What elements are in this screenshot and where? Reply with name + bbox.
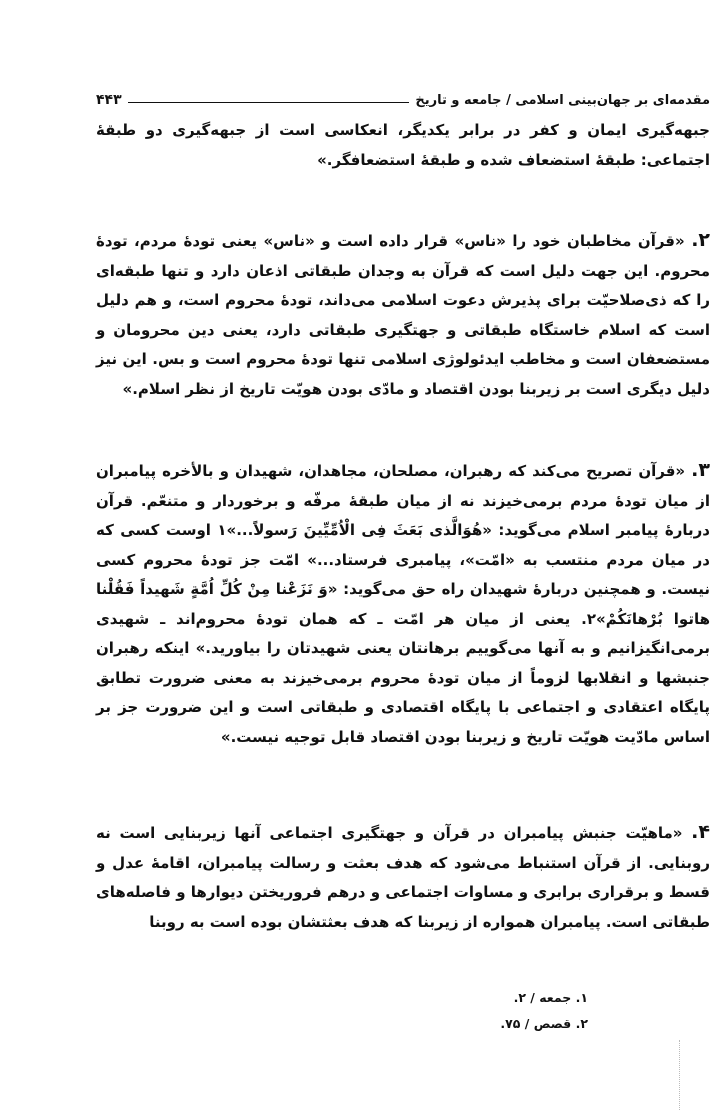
paragraph-intro-text: جبهه‌گیری ایمان و کفر در برابر یکدیگر، انعکاسی است از جبهه‌گیری دو طبقهٔ اجتماعی: طبقهٔ استضعاف شده و طبقهٔ استضعافگر.» (96, 121, 710, 169)
paragraph-intro (96, 116, 710, 175)
margin-dots (679, 1040, 682, 1110)
running-header (96, 86, 710, 108)
paragraph-3-text: «قرآن تصریح می‌کند که رهبران، مصلحان، مجاهدان، شهیدان و بالأخره پیامبران از میان تودهٔ مردم برمی‌خیزند نه از میان طبقهٔ مرفّه و برخوردار و متنعّم. قرآن دربارهٔ پیامبر اسلام می‌گوید: «هُوَالَّذی بَعَثَ فِی الْاُمِّیِّینَ رَسولاً...»۱ اوست کسی که در میان مردم منتسب به «امّت»، پیامبری فرستاد...» امّت جز تودهٔ محروم کسی نیست. و همچنین دربارهٔ شهیدان راه حق می‌گوید: «وَ نَزَعْنا مِنْ كُلِّ اُمَّةٍ شَهیداً فَقُلْنا هاتوا بُرْهانَكُمْ»۲. یعنی از میان هر امّت ـ که همان تودهٔ محروم‌اند ـ شهیدی برمی‌انگیزانیم و به آنها می‌گوییم برهانتان یعنی شهیدتان را بیاورید.» اینکه رهبران جنبشها و انقلابها لزوماً از میان تودهٔ محروم برمی‌خیزند به معنی ضرورت تطابق پایگاه اعتقادی و اجتماعی با پایگاه اقتصادی و طبقاتی است و این ضرورت جز بر اساس مادّیت هویّت تاریخ و زیربنا بودن اقتصاد قابل توجیه نیست.» (96, 462, 710, 746)
footnotes (96, 985, 710, 1037)
paragraph-2-number: ۲. (691, 229, 711, 251)
paragraph-3-number: ۳. (691, 459, 710, 481)
paragraph-4 (96, 818, 710, 937)
paragraph-4-number: ۴. (691, 821, 710, 843)
paragraph-2 (96, 226, 710, 404)
page-number: ۴۴۳ (96, 92, 122, 108)
paragraph-4-text: «ماهیّت جنبش پیامبران در قرآن و جهتگیری اجتماعی آنها زیربنایی است نه روبنایی. از قرآن استنباط می‌شود که هدف بعثت و رسالت پیامبران، اقامهٔ عدل و قسط و برقراری برابری و مساوات اجتماعی و درهم فروریختن دیوارها و فاصله‌های طبقاتی است. پیامبران همواره از زیربنا که هدف بعثتشان بوده است به روبنا (96, 824, 710, 931)
footnote-1: ۱. جمعه / ۲. (513, 990, 588, 1005)
paragraph-3 (96, 456, 710, 752)
running-title: مقدمه‌ای بر جهان‌بینی اسلامی / جامعه و تاریخ (415, 93, 710, 108)
paragraph-2-text: «قرآن مخاطبان خود را «ناس» قرار داده است و «ناس» یعنی تودهٔ مردم، تودهٔ محروم. این جهت دلیل است که قرآن به وجدان طبقاتی اذعان دارد و تنها طبقه‌ای را که ذی‌صلاحیّت برای پذیرش دعوت اسلامی می‌داند، تودهٔ محروم است، و هم دلیل است که اسلام خاستگاه طبقاتی و جهتگیری طبقاتی دارد، یعنی دین محرومان و مستضعفان است و مخاطب ایدئولوژی اسلامی تنها تودهٔ محروم است و بس. این نیز دلیل دیگری است بر زیربنا بودن اقتصاد و مادّی بودن هویّت تاریخ از نظر اسلام.» (96, 232, 710, 398)
header-rule (128, 102, 410, 103)
footnote-2: ۲. قصص / ۷۵. (500, 1016, 588, 1031)
